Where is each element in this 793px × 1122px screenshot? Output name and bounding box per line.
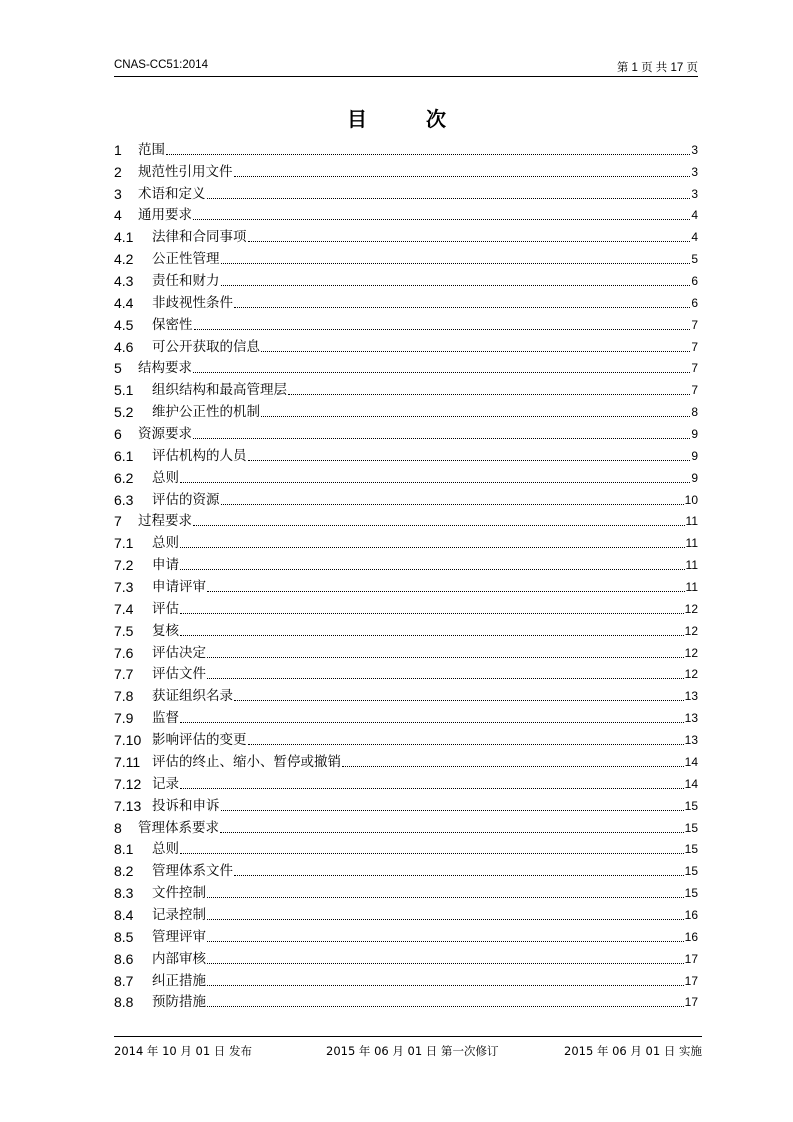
toc-entry[interactable] [114,771,698,793]
toc-entry-title: 记录控制 [152,906,206,923]
toc-entry[interactable] [114,640,698,662]
toc-entry-number: 7.10 [114,732,142,749]
toc-entry[interactable] [114,596,698,618]
toc-entry-page: 4 [691,230,698,245]
toc-entry[interactable] [114,552,698,574]
toc-entry[interactable] [114,465,698,487]
toc-entry-title: 规范性引用文件 [138,163,233,180]
toc-entry[interactable] [114,421,698,443]
toc-entry-number: 7.6 [114,644,134,661]
toc-entry-number: 7.11 [114,753,141,770]
toc-entry-page: 12 [684,601,698,616]
toc-entry-page: 3 [691,142,698,157]
toc-entry-page: 7 [691,383,698,398]
dot-leader [180,852,684,854]
effective-date: 2015 年 06 月 01 日 实施 [564,1044,702,1058]
toc-entry-number: 7 [114,513,122,530]
toc-entry-number: 8.7 [114,972,134,989]
toc-entry-number: 4.1 [114,229,134,246]
toc-entry[interactable] [114,618,698,640]
toc-entry[interactable] [114,181,698,203]
toc-entry[interactable] [114,203,698,225]
toc-entry-page: 9 [691,427,698,442]
dot-leader [180,546,685,548]
toc-entry-title: 维护公正性的机制 [152,404,260,421]
toc-entry-title: 评估机构的人员 [152,447,247,464]
toc-entry-page: 8 [691,405,698,420]
page-footer [114,1036,702,1061]
toc-entry[interactable] [114,815,698,837]
toc-entry-number: 7.9 [114,710,134,727]
toc-entry-title: 管理评审 [152,928,206,945]
toc-entry-page: 13 [684,711,698,726]
toc-entry-title: 文件控制 [152,885,206,902]
toc-entry-title: 总则 [152,469,179,486]
toc-entry-title: 总则 [152,535,179,552]
toc-entry-title: 过程要求 [138,513,192,530]
toc-entry-page: 11 [685,580,698,595]
toc-entry-number: 6.3 [114,491,134,508]
toc-entry[interactable] [114,530,698,552]
dot-leader [207,197,691,199]
toc-entry-page: 13 [684,733,698,748]
toc-entry-page: 12 [684,645,698,660]
toc-entry[interactable] [114,137,698,159]
toc-entry[interactable] [114,727,698,749]
dot-leader [248,459,691,461]
toc-entry[interactable] [114,377,698,399]
page-number-info: 第 1 页 共 17 页 [616,62,698,74]
toc-entry-page: 14 [684,776,698,791]
toc-entry-number: 7.2 [114,557,134,574]
toc-entry-page: 11 [685,558,698,573]
toc-entry-page: 17 [684,973,698,988]
toc-entry-page: 15 [684,820,698,835]
dot-leader [220,831,684,833]
toc-entry-title: 结构要求 [138,360,192,377]
dot-leader [180,787,684,789]
toc-entry-number: 4 [114,207,122,224]
toc-entry[interactable] [114,312,698,334]
toc-entry-number: 8.2 [114,863,134,880]
toc-entry[interactable] [114,924,698,946]
toc-entry-number: 7.7 [114,666,134,683]
toc-entry-number: 8.8 [114,994,134,1011]
dot-leader [207,984,684,986]
toc-entry[interactable] [114,356,698,378]
toc-entry-page: 9 [691,448,698,463]
toc-entry[interactable] [114,334,698,356]
toc-entry[interactable] [114,159,698,181]
document-code: CNAS-CC51:2014 [114,59,208,71]
toc-entry-number: 3 [114,185,122,202]
dot-leader [248,240,691,242]
toc-entry-number: 6.2 [114,469,134,486]
toc-entry[interactable] [114,399,698,421]
toc-entry-title: 保密性 [152,316,193,333]
toc-entry[interactable] [114,224,698,246]
toc-entry-page: 10 [684,492,698,507]
toc-entry-page: 17 [684,995,698,1010]
toc-entry-title: 评估 [152,600,179,617]
toc-entry-page: 3 [691,164,698,179]
toc-entry[interactable] [114,487,698,509]
toc-entry-title: 法律和合同事项 [152,229,247,246]
dot-leader [207,940,684,942]
toc-entry-title: 可公开获取的信息 [152,338,260,355]
toc-entry-page: 11 [685,514,698,529]
toc-entry-title: 评估的终止、缩小、暂停或撤销 [152,753,341,770]
toc-entry-number: 7.12 [114,775,142,792]
dot-leader [193,524,685,526]
dot-leader [180,612,684,614]
toc-entry-number: 6 [114,426,122,443]
toc-entry-number: 8.3 [114,885,134,902]
toc-entry-page: 13 [684,689,698,704]
toc-entry-page: 16 [684,907,698,922]
dot-leader [261,415,690,417]
publish-date: 2014 年 10 月 01 日 发布 [114,1044,252,1058]
dot-leader [288,393,690,395]
toc-entry-number: 7.3 [114,579,134,596]
dot-leader [194,328,691,330]
toc-entry-page: 16 [684,929,698,944]
toc-entry-number: 8.1 [114,841,134,858]
toc-entry-title: 申请评审 [152,579,206,596]
toc-entry-title: 纠正措施 [152,972,206,989]
toc-entry[interactable] [114,683,698,705]
toc-entry-number: 7.13 [114,797,142,814]
dot-leader [234,306,690,308]
toc-entry-title: 组织结构和最高管理层 [152,382,287,399]
dot-leader [221,262,691,264]
toc-entry-title: 内部审核 [152,950,206,967]
page-header [114,56,698,77]
toc-entry-page: 15 [684,864,698,879]
toc-entry[interactable] [114,793,698,815]
toc-entry-number: 4.6 [114,338,134,355]
dot-leader [221,503,684,505]
toc-entry-title: 监督 [152,710,179,727]
toc-entry-page: 11 [685,536,698,551]
dot-leader [180,634,684,636]
toc-entry-title: 术语和定义 [138,185,206,202]
toc-entry-page: 6 [691,295,698,310]
toc-entry-number: 2 [114,163,122,180]
toc-entry-title: 评估决定 [152,644,206,661]
toc-entry-number: 5.1 [114,382,134,399]
toc-entry-title: 非歧视性条件 [152,294,233,311]
dot-leader [180,568,685,570]
toc-entry-title: 公正性管理 [152,251,220,268]
toc-entry-title: 评估文件 [152,666,206,683]
toc-entry-number: 8.5 [114,928,134,945]
toc-entry-title: 影响评估的变更 [152,732,247,749]
dot-leader [180,481,690,483]
toc-entry-number: 4.4 [114,294,134,311]
revision-date: 2015 年 06 月 01 日 第一次修订 [326,1044,499,1058]
toc-entry-page: 15 [684,886,698,901]
toc-entry-title: 通用要求 [138,207,192,224]
toc-entry-page: 15 [684,798,698,813]
toc-entry-title: 范围 [138,141,165,158]
toc-entry-title: 责任和财力 [152,273,220,290]
dot-leader [261,350,690,352]
toc-entry-page: 7 [691,317,698,332]
dot-leader [207,896,684,898]
toc-entry[interactable] [114,946,698,968]
toc-entry-number: 7.8 [114,688,134,705]
toc-entry-page: 14 [684,754,698,769]
toc-entry[interactable] [114,574,698,596]
toc-entry-title: 投诉和申诉 [152,797,220,814]
toc-entry-title: 管理体系要求 [138,819,219,836]
toc-entry-number: 4.5 [114,316,134,333]
dot-leader [221,809,684,811]
toc-entry[interactable] [114,749,698,771]
dot-leader [207,677,684,679]
toc-entry-page: 5 [691,252,698,267]
dot-leader [248,743,684,745]
toc-entry-title: 获证组织名录 [152,688,233,705]
dot-leader [193,371,690,373]
toc-entry-number: 5.2 [114,404,134,421]
dot-leader [180,721,684,723]
dot-leader [207,918,684,920]
dot-leader [234,699,684,701]
toc-entry-number: 4.2 [114,251,134,268]
toc-entry-number: 1 [114,141,122,158]
toc-entry[interactable] [114,509,698,531]
dot-leader [193,437,690,439]
toc-entry-page: 17 [684,951,698,966]
toc-entry-title: 资源要求 [138,426,192,443]
toc-entry-number: 5 [114,360,122,377]
table-of-contents [114,137,698,1011]
toc-entry[interactable] [114,990,698,1012]
toc-entry-number: 8.4 [114,906,134,923]
toc-entry-title: 复核 [152,622,179,639]
dot-leader [207,590,685,592]
toc-entry-number: 7.1 [114,535,134,552]
toc-entry-page: 7 [691,361,698,376]
dot-leader [193,218,690,220]
toc-entry-page: 15 [684,842,698,857]
dot-leader [207,962,684,964]
toc-entry[interactable] [114,880,698,902]
toc-entry-number: 7.4 [114,600,134,617]
toc-entry-page: 9 [691,470,698,485]
toc-entry-page: 3 [691,186,698,201]
toc-title: 目 次 [347,107,472,131]
toc-entry-number: 7.5 [114,622,134,639]
toc-entry-number: 4.3 [114,273,134,290]
toc-entry[interactable] [114,902,698,924]
dot-leader [166,153,690,155]
toc-entry-title: 记录 [152,775,179,792]
dot-leader [234,874,684,876]
toc-entry[interactable] [114,443,698,465]
toc-entry[interactable] [114,662,698,684]
toc-entry-title: 预防措施 [152,994,206,1011]
toc-entry[interactable] [114,837,698,859]
dot-leader [234,175,691,177]
toc-entry[interactable] [114,290,698,312]
toc-entry-number: 8.6 [114,950,134,967]
toc-entry-page: 12 [684,667,698,682]
toc-entry-title: 管理体系文件 [152,863,233,880]
toc-entry[interactable] [114,246,698,268]
toc-entry[interactable] [114,268,698,290]
toc-entry-page: 4 [691,208,698,223]
toc-entry-page: 6 [691,274,698,289]
dot-leader [207,1005,684,1007]
toc-entry-title: 申请 [152,557,179,574]
toc-entry-page: 7 [691,339,698,354]
toc-entry-title: 总则 [152,841,179,858]
toc-entry-number: 8 [114,819,122,836]
toc-entry-title: 评估的资源 [152,491,220,508]
dot-leader [342,765,684,767]
toc-entry-number: 6.1 [114,447,134,464]
toc-entry-page: 12 [684,623,698,638]
toc-entry[interactable] [114,858,698,880]
dot-leader [207,656,684,658]
toc-entry[interactable] [114,968,698,990]
dot-leader [221,284,691,286]
toc-entry[interactable] [114,705,698,727]
